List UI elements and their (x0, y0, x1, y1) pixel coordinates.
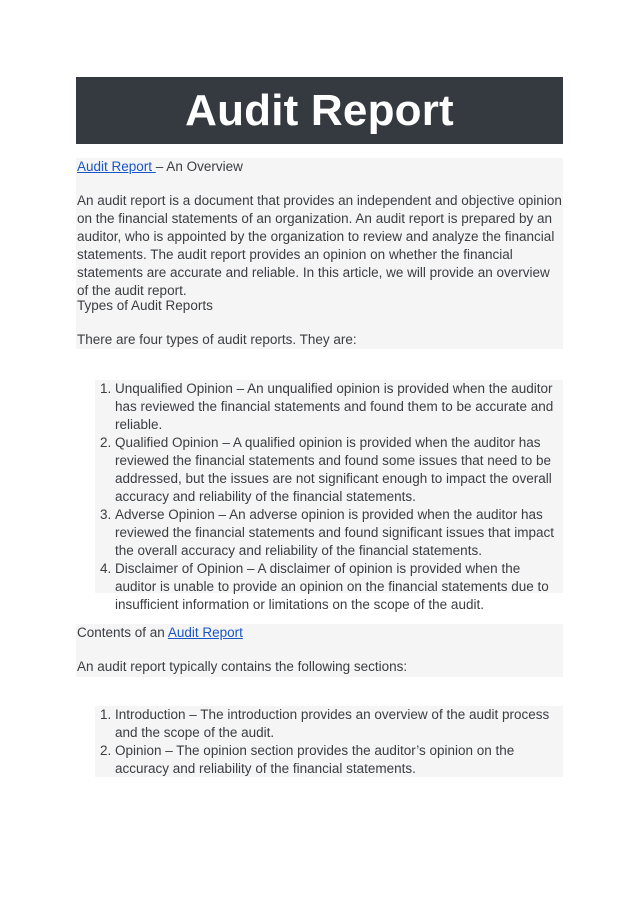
contents-list (95, 706, 563, 778)
list-item: 1. Unqualified Opinion – An unqualified opinion is provided when the auditor has reviewed the financial statements and found them to be accurate and reliable. (115, 380, 563, 434)
list-item: 1. Introduction – The introduction provides an overview of the audit process and the scope of the audit. (115, 706, 563, 742)
contents-section (76, 624, 563, 677)
types-lead: There are four types of audit reports. They are: (77, 332, 357, 347)
types-list-section (95, 380, 563, 612)
types-heading: Types of Audit Reports (77, 298, 213, 313)
list-item: 2. Opinion – The opinion section provides the auditor’s opinion on the accuracy and reliability of the financial statements. (115, 742, 563, 778)
overview-heading-rest: – An Overview (155, 159, 243, 174)
list-item: 2. Qualified Opinion – A qualified opinion is provided when the auditor has reviewed the financial statements and found some issues that need to be addressed, but the issues are not significant enough to impact the overall accuracy and reliability of the financial statements. (115, 434, 563, 506)
intro-paragraph: An audit report is a document that provides an independent and objective opinion on the financial statements of an organization. An audit report is prepared by an auditor, who is appointed by the organization to review and analyze the financial statements. The audit report provides an opinion on whether the financial statements are accurate and reliable. In this article, we will provide an overview of the audit report. (77, 193, 562, 298)
contents-audit-report-link[interactable]: Audit Report (167, 625, 243, 640)
intro-section (76, 158, 563, 349)
contents-lead: An audit report typically contains the following sections: (77, 659, 408, 674)
contents-list-section (95, 706, 563, 777)
list-item: 4. Disclaimer of Opinion – A disclaimer of opinion is provided when the auditor is unable to provide an opinion on the financial statements due to insufficient information or limitations on the scope of the audit. (115, 560, 563, 614)
overview-heading (76, 158, 244, 176)
page-title: Audit Report (185, 85, 454, 135)
list-item: 3. Adverse Opinion – An adverse opinion is provided when the auditor has reviewed the financial statements and found significant issues that impact the overall accuracy and reliability of the financial statements. (115, 506, 563, 560)
title-banner (76, 77, 563, 144)
audit-report-link[interactable]: Audit Report (77, 159, 156, 174)
types-list (95, 380, 563, 614)
contents-heading (76, 624, 244, 642)
contents-heading-prefix: Contents of an (77, 625, 168, 640)
